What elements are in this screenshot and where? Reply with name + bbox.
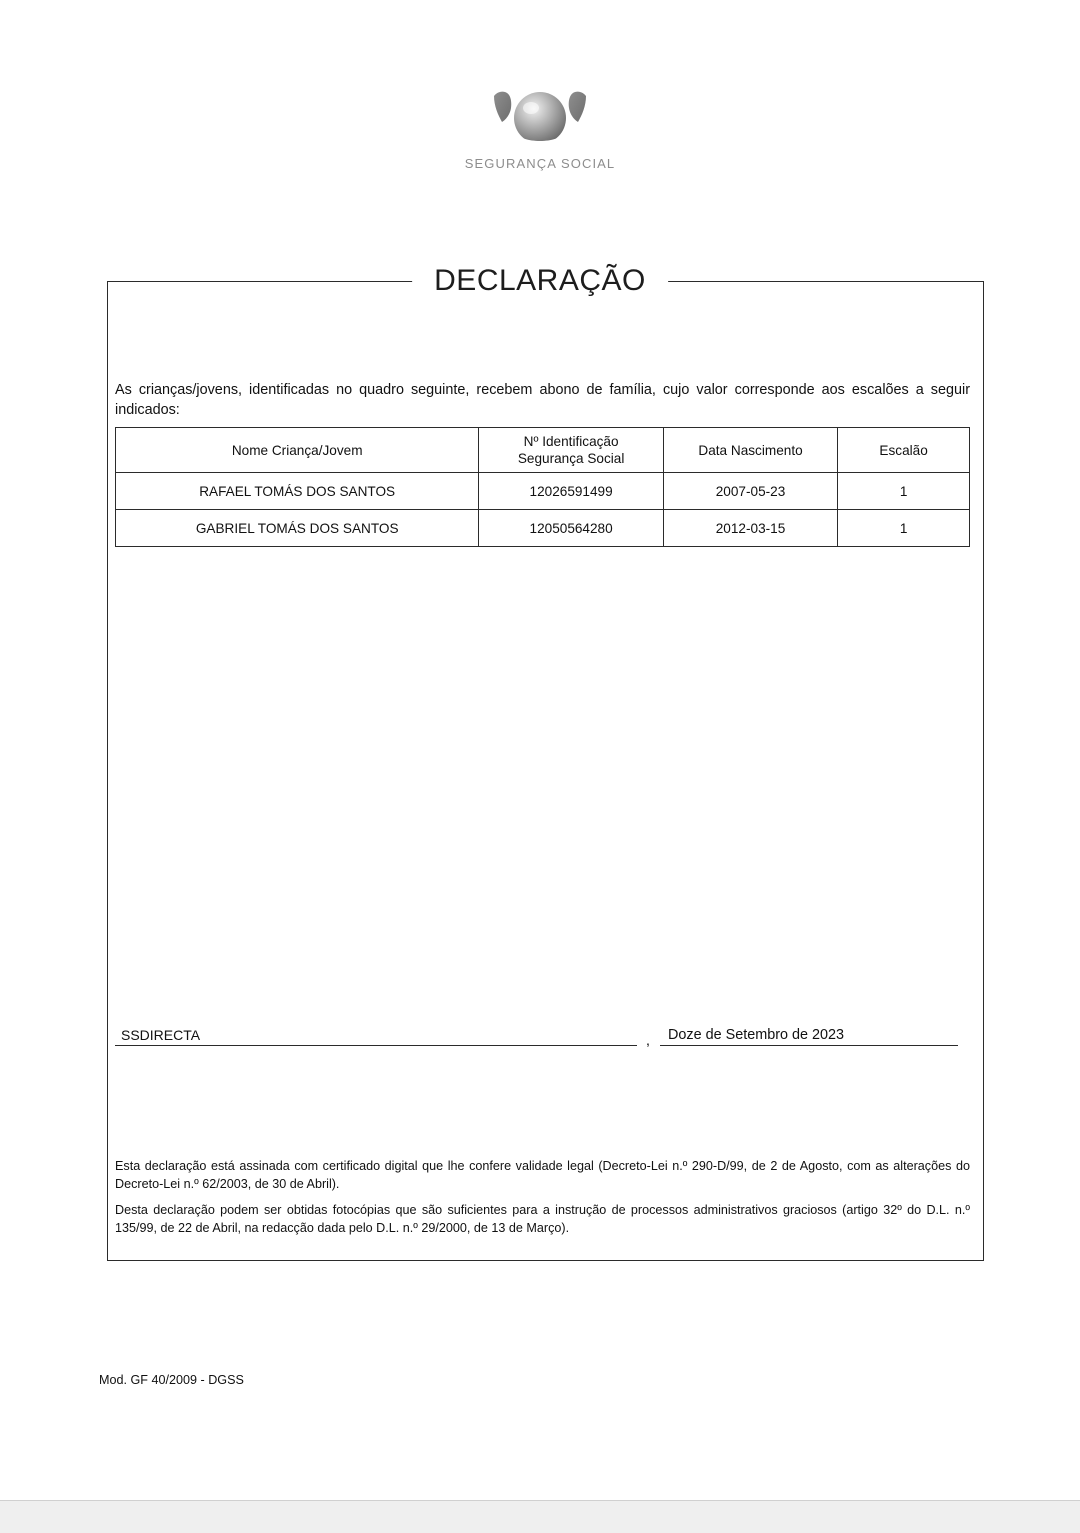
logo-block bbox=[0, 88, 1080, 171]
social-security-sphere-logo-icon bbox=[488, 88, 592, 150]
signature-date: Doze de Setembro de 2023 bbox=[668, 1027, 845, 1043]
legal-note-1: Esta declaração está assinada com certificado digital que lhe confere validade legal (Decreto-Lei n.º 290-D/99, de 2 de Agosto, com as alterações do Decreto-Lei n.º 62/2003, de 30 de Abril). bbox=[115, 1159, 970, 1191]
cell-scale: 1 bbox=[838, 473, 970, 510]
cell-id: 12026591499 bbox=[479, 473, 663, 510]
intro-paragraph: As crianças/jovens, identificadas no quadro seguinte, recebem abono de família, cujo valor corresponde aos escalões a seguir indicados: bbox=[115, 382, 970, 418]
column-header-name: Nome Criança/Jovem bbox=[116, 428, 479, 473]
table-row bbox=[116, 473, 970, 510]
signature-separator: , bbox=[646, 1032, 650, 1048]
table-header-row bbox=[116, 428, 970, 473]
column-header-birth-date: Data Nascimento bbox=[663, 428, 837, 473]
column-header-scale: Escalão bbox=[838, 428, 970, 473]
children-table bbox=[115, 427, 970, 547]
signature-issuer-line bbox=[115, 1021, 637, 1046]
column-header-id-line1: Nº Identificação bbox=[523, 434, 619, 449]
column-header-id bbox=[479, 428, 663, 473]
table-row bbox=[116, 510, 970, 547]
legal-notes bbox=[115, 1157, 970, 1237]
cell-scale: 1 bbox=[838, 510, 970, 547]
column-header-id-line2: Segurança Social bbox=[517, 451, 625, 466]
legal-note-2: Desta declaração podem ser obtidas fotocópias que são suficientes para a instrução de processos administrativos graciosos (artigo 32º do D.L. n.º 135/99, de 22 de Abril, na redacção dada pelo D.L. n.º 29/2000, de 13 de Março). bbox=[115, 1203, 970, 1235]
cell-name: RAFAEL TOMÁS DOS SANTOS bbox=[116, 473, 479, 510]
cell-birth-date: 2007-05-23 bbox=[663, 473, 837, 510]
page-title: DECLARAÇÃO bbox=[412, 264, 668, 298]
cell-id: 12050564280 bbox=[479, 510, 663, 547]
cell-name: GABRIEL TOMÁS DOS SANTOS bbox=[116, 510, 479, 547]
cell-birth-date: 2012-03-15 bbox=[663, 510, 837, 547]
signature-row bbox=[115, 1020, 970, 1046]
logo-caption: SEGURANÇA SOCIAL bbox=[464, 156, 616, 171]
form-code: Mod. GF 40/2009 - DGSS bbox=[99, 1373, 244, 1387]
signature-issuer: SSDIRECTA bbox=[121, 1027, 201, 1043]
viewer-bottom-bar bbox=[0, 1500, 1080, 1533]
signature-date-line bbox=[660, 1021, 958, 1046]
